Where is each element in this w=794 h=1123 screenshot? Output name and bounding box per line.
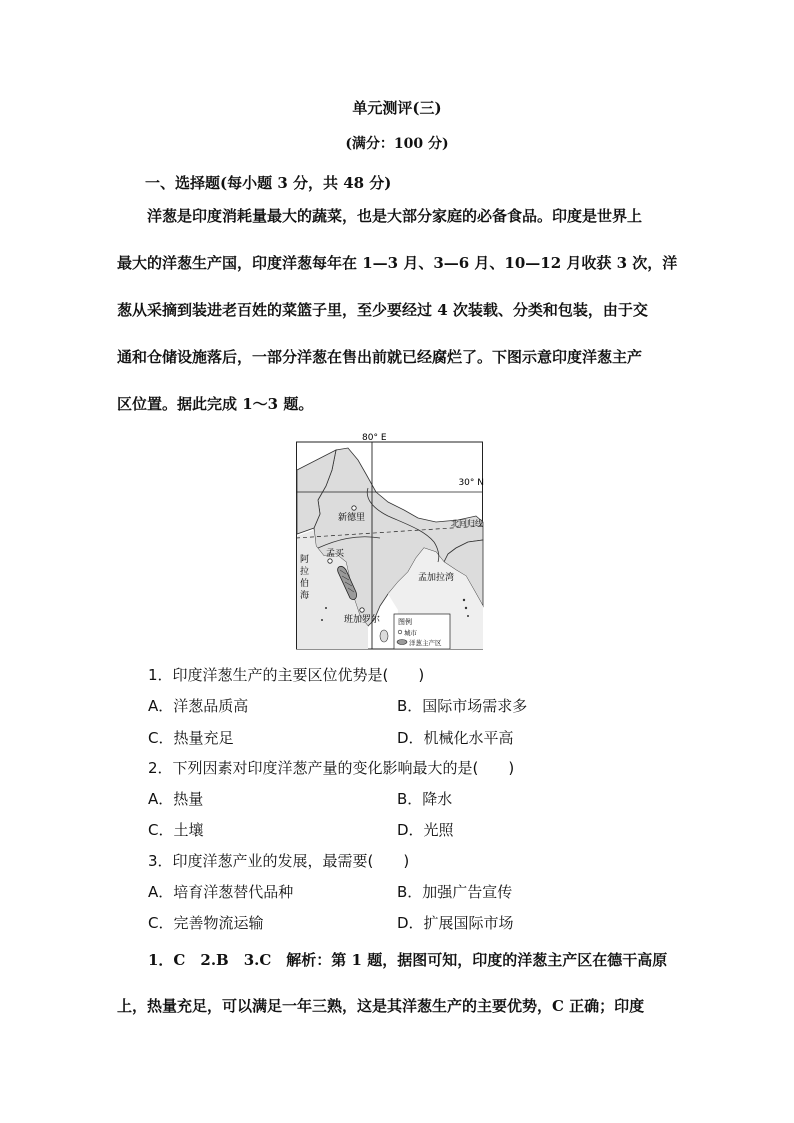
- section-heading: 一、选择题(每小题 3 分，共 48 分): [145, 174, 392, 192]
- q3-option-a: A．培育洋葱替代品种: [148, 883, 294, 901]
- arabian-sea-label-4: 海: [300, 591, 310, 601]
- q1-option-b: B．国际市场需求多: [397, 697, 528, 715]
- q2-option-b: B．降水: [397, 790, 453, 808]
- passage-line: 区位置。据此完成 1～3 题。: [117, 395, 314, 413]
- legend-area-symbol: [397, 640, 407, 645]
- island: [325, 607, 327, 609]
- legend-title: 图例: [398, 618, 412, 626]
- q3-option-d: D．扩展国际市场: [397, 914, 514, 932]
- city-bangalore-marker: [360, 608, 364, 612]
- tropic-label: 北回归线: [451, 519, 483, 528]
- passage-line: 洋葱是印度消耗量最大的蔬菜，也是大部分家庭的必备食品。印度是世界上: [147, 207, 643, 225]
- score-note: (满分：100 分): [345, 136, 449, 152]
- q1-option-c: C．热量充足: [148, 729, 234, 747]
- legend-city-label: 城市: [404, 629, 417, 637]
- q2-option-d: D．光照: [397, 821, 454, 839]
- latitude-label: 30° N: [458, 478, 484, 488]
- mumbai-label: 孟买: [326, 549, 345, 559]
- q1-option-d: D．机械化水平高: [397, 729, 514, 747]
- longitude-label: 80° E: [362, 433, 387, 443]
- sri-lanka: [380, 630, 388, 642]
- answer-line: 1．C 2.B 3.C 解析：第 1 题，据图可知，印度的洋葱主产区在德干高原: [148, 951, 668, 969]
- new-delhi-label: 新德里: [338, 513, 366, 523]
- island: [321, 619, 323, 621]
- page-title: 单元测评(三): [352, 99, 442, 117]
- arabian-sea-label-2: 拉: [300, 567, 310, 577]
- island: [465, 607, 467, 609]
- arabian-sea-label-3: 伯: [300, 579, 310, 589]
- island: [467, 615, 469, 617]
- bay-of-bengal-label: 孟加拉湾: [418, 573, 455, 583]
- legend-area-label: 洋葱主产区: [409, 639, 442, 647]
- legend-city-symbol: [398, 630, 402, 634]
- island: [463, 599, 465, 601]
- bangalore-label: 班加罗尔: [344, 615, 381, 625]
- india-onion-map: [296, 430, 486, 650]
- q1-option-a: A．洋葱品质高: [148, 697, 249, 715]
- question-3: 3．印度洋葱产业的发展，最需要( ): [148, 852, 410, 870]
- q2-option-c: C．土壤: [148, 821, 204, 839]
- passage-line: 葱从采摘到装进老百姓的菜篮子里，至少要经过 4 次装载、分类和包装，由于交: [117, 301, 648, 319]
- answer-line: 上，热量充足，可以满足一年三熟，这是其洋葱生产的主要优势，C 正确；印度: [117, 997, 645, 1015]
- passage-line: 最大的洋葱生产国，印度洋葱每年在 1—3 月、3—6 月、10—12 月收获 3 次，洋: [117, 254, 678, 272]
- question-1: 1．印度洋葱生产的主要区位优势是( ): [148, 666, 425, 684]
- q3-option-b: B．加强广告宣传: [397, 883, 513, 901]
- passage-line: 通和仓储设施落后，一部分洋葱在售出前就已经腐烂了。下图示意印度洋葱主产: [117, 348, 643, 366]
- q3-option-c: C．完善物流运输: [148, 914, 264, 932]
- q2-option-a: A．热量: [148, 790, 204, 808]
- arabian-sea-label-1: 阿: [300, 555, 310, 565]
- city-mumbai-marker: [328, 559, 332, 563]
- question-2: 2．下列因素对印度洋葱产量的变化影响最大的是( ): [148, 759, 515, 777]
- city-new-delhi-marker: [352, 506, 356, 510]
